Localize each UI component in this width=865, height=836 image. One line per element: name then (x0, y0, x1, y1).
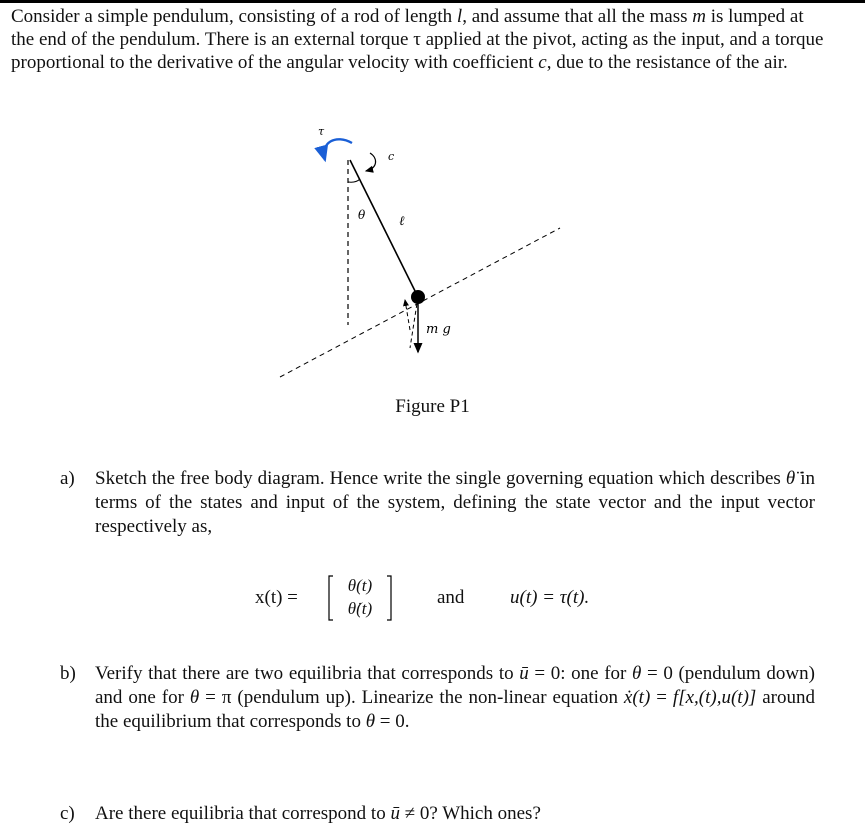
question-b-text: Verify that there are two equilibria that corresponds to ū = 0: one for θ = 0 (pendulum down) and one for θ = π (pendulum up). Linearize the non-linear equation ẋ(t) = f[x,(t),u(t)] around the equilibrium that corresponds to θ = 0. (95, 663, 816, 732)
top-rule (0, 0, 865, 3)
problem-intro: Consider a simple pendulum, consisting of a rod of length l, and assume that all the mass m is lumped at the end of the pendulum. There is an external torque τ applied at the pivot, acting as the input, and a torque proportional to the derivative of the angular velocity with coefficient c, due to the resistance of the air. (11, 6, 824, 73)
question-b (60, 662, 815, 734)
theta-arc (348, 179, 360, 182)
pendulum-rod (350, 160, 418, 297)
length-label: ℓ (399, 214, 405, 229)
state-input-equation (255, 568, 675, 628)
torque-arrow (324, 139, 352, 160)
pendulum-diagram (270, 120, 590, 390)
state-vector-lhs: x(t) = (255, 587, 298, 608)
question-c-label: c) (60, 803, 75, 824)
question-c-text: Are there equilibria that correspond to ū ≠ 0? Which ones? (95, 803, 541, 824)
question-c (60, 802, 815, 826)
figure-caption: Figure P1 (395, 396, 470, 417)
damping-label: c (388, 150, 395, 163)
weight-label: m g (426, 322, 451, 337)
state-theta-dot: θ̇(t) (347, 599, 373, 618)
radial-component-line (410, 297, 418, 348)
tangential-component-arrow (405, 300, 410, 330)
question-b-label: b) (60, 663, 76, 684)
damping-arrow (366, 153, 376, 171)
input-definition: u(t) = τ(t). (510, 587, 590, 608)
and-word: and (437, 587, 465, 608)
question-a-text: Sketch the free body diagram. Hence write the single governing equation which describes θ̈ in terms of the states and input of the system, defining the state vector and the input vector respectively as, (95, 468, 815, 537)
state-vector-entries (335, 574, 385, 620)
question-a (60, 467, 815, 539)
state-theta: θ(t) (347, 576, 373, 595)
theta-label: θ (358, 208, 366, 222)
question-a-label: a) (60, 468, 75, 489)
pendulum-figure (270, 120, 590, 390)
torque-label: τ (318, 125, 325, 138)
